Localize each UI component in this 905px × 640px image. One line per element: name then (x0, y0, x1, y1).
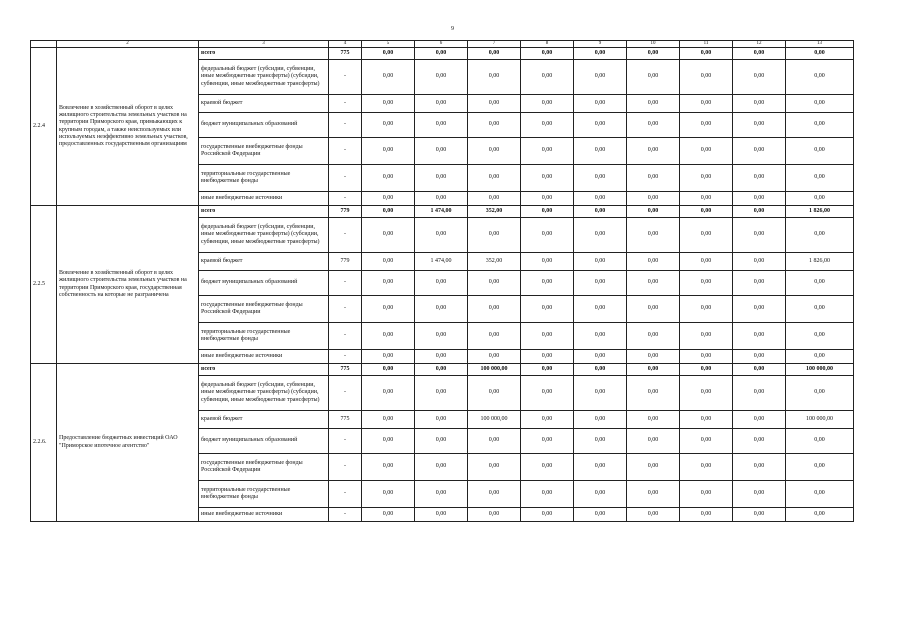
value-cell: 0,00 (362, 48, 415, 60)
value-cell: 100 000,00 (468, 364, 521, 376)
value-cell: 0,00 (468, 60, 521, 95)
funding-source: всего (199, 48, 329, 60)
value-cell: 0,00 (521, 218, 574, 253)
funding-source: краевой бюджет (199, 411, 329, 429)
value-cell: 0,00 (574, 350, 627, 364)
funding-source: бюджет муниципальных образований (199, 271, 329, 296)
value-cell: 0,00 (786, 508, 854, 522)
value-cell: 0,00 (627, 138, 680, 165)
value-cell: 0,00 (733, 296, 786, 323)
value-cell: 0,00 (680, 481, 733, 508)
value-cell: 0,00 (627, 271, 680, 296)
value-cell: 0,00 (521, 165, 574, 192)
item-name: Вовлечение в хозяйственный оборот в целях жилищного строительства земельных участков на территории Приморского края, примыкающих к крупным городам, а также неиспользуемых или используемых неэффективно земельных участков, предоставленных государственным организациям (57, 48, 199, 206)
header-cell: 5 (362, 41, 415, 48)
value-cell: 0,00 (468, 138, 521, 165)
value-cell: 0,00 (415, 95, 468, 113)
value-cell: 0,00 (362, 508, 415, 522)
value-cell: 0,00 (521, 508, 574, 522)
funding-source: иные внебюджетные источники (199, 350, 329, 364)
value-cell: 0,00 (574, 48, 627, 60)
header-cell: 2 (57, 41, 199, 48)
value-cell: 0,00 (415, 481, 468, 508)
grbs-code: 775 (329, 48, 362, 60)
value-cell: 0,00 (627, 60, 680, 95)
value-cell: 0,00 (786, 429, 854, 454)
funding-source: территориальные государственные внебюджетные фонды (199, 165, 329, 192)
value-cell: 0,00 (468, 429, 521, 454)
value-cell: 0,00 (733, 364, 786, 376)
value-cell: 0,00 (362, 481, 415, 508)
value-cell: 0,00 (415, 138, 468, 165)
value-cell: 0,00 (786, 113, 854, 138)
value-cell: 0,00 (627, 376, 680, 411)
funding-source: бюджет муниципальных образований (199, 429, 329, 454)
value-cell: 0,00 (627, 429, 680, 454)
value-cell: 0,00 (786, 296, 854, 323)
funding-source: всего (199, 364, 329, 376)
value-cell: 0,00 (574, 192, 627, 206)
value-cell: 0,00 (680, 206, 733, 218)
funding-source: всего (199, 206, 329, 218)
header-cell: 11 (680, 41, 733, 48)
value-cell: 0,00 (574, 218, 627, 253)
value-cell: 0,00 (521, 95, 574, 113)
value-cell: 0,00 (362, 206, 415, 218)
value-cell: 0,00 (786, 323, 854, 350)
value-cell: 0,00 (574, 271, 627, 296)
value-cell: 0,00 (574, 376, 627, 411)
grbs-code: - (329, 481, 362, 508)
header-cell: 9 (574, 41, 627, 48)
value-cell: 0,00 (627, 48, 680, 60)
value-cell: 0,00 (362, 429, 415, 454)
funding-source: бюджет муниципальных образований (199, 113, 329, 138)
value-cell: 0,00 (680, 508, 733, 522)
value-cell: 0,00 (415, 192, 468, 206)
value-cell: 0,00 (415, 508, 468, 522)
value-cell: 0,00 (786, 271, 854, 296)
value-cell: 0,00 (627, 253, 680, 271)
value-cell: 0,00 (521, 376, 574, 411)
value-cell: 0,00 (415, 218, 468, 253)
value-cell: 0,00 (521, 271, 574, 296)
value-cell: 0,00 (362, 113, 415, 138)
value-cell: 0,00 (680, 192, 733, 206)
value-cell: 0,00 (415, 454, 468, 481)
grbs-code: 775 (329, 364, 362, 376)
funding-source: федеральный бюджет (субсидии, субвенции, иные межбюджетные трансферты) (субсидии, субвенции, иные межбюджетные трансферты) (199, 376, 329, 411)
value-cell: 0,00 (733, 192, 786, 206)
value-cell: 0,00 (521, 253, 574, 271)
funding-source: иные внебюджетные источники (199, 192, 329, 206)
grbs-code: - (329, 296, 362, 323)
page-number: 9 (451, 26, 454, 32)
value-cell: 0,00 (786, 481, 854, 508)
value-cell: 0,00 (733, 113, 786, 138)
grbs-code: - (329, 218, 362, 253)
header-cell: 12 (733, 41, 786, 48)
value-cell: 0,00 (415, 271, 468, 296)
value-cell: 0,00 (362, 253, 415, 271)
value-cell: 0,00 (627, 508, 680, 522)
value-cell: 0,00 (415, 411, 468, 429)
value-cell: 0,00 (468, 192, 521, 206)
budget-table (30, 40, 854, 522)
value-cell: 0,00 (521, 350, 574, 364)
value-cell: 0,00 (521, 113, 574, 138)
value-cell: 0,00 (680, 411, 733, 429)
value-cell: 0,00 (415, 364, 468, 376)
funding-source: государственные внебюджетные фонды Российской Федерации (199, 454, 329, 481)
value-cell: 0,00 (786, 350, 854, 364)
grbs-code: - (329, 271, 362, 296)
value-cell: 0,00 (362, 411, 415, 429)
value-cell: 0,00 (627, 323, 680, 350)
funding-source: территориальные государственные внебюджетные фонды (199, 323, 329, 350)
value-cell: 0,00 (468, 454, 521, 481)
value-cell: 0,00 (521, 192, 574, 206)
value-cell: 0,00 (786, 60, 854, 95)
value-cell: 0,00 (786, 376, 854, 411)
grbs-code: 779 (329, 206, 362, 218)
grbs-code: - (329, 323, 362, 350)
value-cell: 0,00 (680, 95, 733, 113)
value-cell: 0,00 (468, 271, 521, 296)
value-cell: 100 000,00 (786, 364, 854, 376)
value-cell: 0,00 (574, 429, 627, 454)
value-cell: 0,00 (415, 429, 468, 454)
value-cell: 0,00 (362, 218, 415, 253)
value-cell: 0,00 (521, 481, 574, 508)
value-cell: 0,00 (574, 411, 627, 429)
value-cell: 0,00 (415, 323, 468, 350)
value-cell: 0,00 (627, 218, 680, 253)
value-cell: 0,00 (521, 364, 574, 376)
value-cell: 0,00 (521, 411, 574, 429)
value-cell: 0,00 (415, 48, 468, 60)
value-cell: 0,00 (468, 48, 521, 60)
value-cell: 0,00 (574, 60, 627, 95)
value-cell: 0,00 (574, 454, 627, 481)
value-cell: 0,00 (521, 296, 574, 323)
value-cell: 0,00 (680, 429, 733, 454)
value-cell: 0,00 (415, 60, 468, 95)
value-cell: 0,00 (627, 206, 680, 218)
funding-source: иные внебюджетные источники (199, 508, 329, 522)
value-cell: 0,00 (574, 253, 627, 271)
header-cell: 10 (627, 41, 680, 48)
grbs-code: 775 (329, 411, 362, 429)
value-cell: 0,00 (362, 271, 415, 296)
value-cell: 0,00 (362, 350, 415, 364)
value-cell: 0,00 (680, 376, 733, 411)
value-cell: 0,00 (574, 95, 627, 113)
value-cell: 0,00 (733, 481, 786, 508)
value-cell: 0,00 (521, 138, 574, 165)
value-cell: 0,00 (362, 60, 415, 95)
value-cell: 0,00 (680, 296, 733, 323)
value-cell: 0,00 (733, 48, 786, 60)
value-cell: 1 826,00 (786, 206, 854, 218)
header-cell: 7 (468, 41, 521, 48)
value-cell: 1 826,00 (786, 253, 854, 271)
grbs-code: - (329, 95, 362, 113)
grbs-code: 779 (329, 253, 362, 271)
value-cell: 0,00 (415, 113, 468, 138)
value-cell: 0,00 (468, 296, 521, 323)
value-cell: 0,00 (362, 95, 415, 113)
value-cell: 0,00 (627, 411, 680, 429)
value-cell: 0,00 (574, 323, 627, 350)
value-cell: 0,00 (680, 454, 733, 481)
header-cell: 4 (329, 41, 362, 48)
value-cell: 0,00 (627, 113, 680, 138)
value-cell: 0,00 (468, 218, 521, 253)
table-body (31, 41, 854, 522)
value-cell: 0,00 (733, 323, 786, 350)
value-cell: 0,00 (733, 218, 786, 253)
value-cell: 0,00 (574, 481, 627, 508)
header-cell: 6 (415, 41, 468, 48)
value-cell: 0,00 (733, 253, 786, 271)
value-cell: 0,00 (468, 323, 521, 350)
value-cell: 352,00 (468, 253, 521, 271)
table-row (31, 206, 854, 218)
table-row (31, 48, 854, 60)
value-cell: 0,00 (786, 454, 854, 481)
header-cell-1 (31, 41, 57, 48)
value-cell: 0,00 (468, 508, 521, 522)
value-cell: 0,00 (733, 454, 786, 481)
value-cell: 0,00 (521, 206, 574, 218)
value-cell: 0,00 (627, 350, 680, 364)
value-cell: 0,00 (574, 113, 627, 138)
value-cell: 0,00 (627, 95, 680, 113)
value-cell: 0,00 (362, 376, 415, 411)
value-cell: 0,00 (415, 296, 468, 323)
funding-source: территориальные государственные внебюджетные фонды (199, 481, 329, 508)
value-cell: 0,00 (733, 206, 786, 218)
grbs-code: - (329, 350, 362, 364)
value-cell: 0,00 (786, 48, 854, 60)
funding-source: федеральный бюджет (субсидии, субвенции, иные межбюджетные трансферты) (субсидии, субвенции, иные межбюджетные трансферты) (199, 60, 329, 95)
header-cell: 3 (199, 41, 329, 48)
value-cell: 0,00 (362, 165, 415, 192)
value-cell: 0,00 (786, 95, 854, 113)
value-cell: 0,00 (521, 323, 574, 350)
value-cell: 0,00 (415, 165, 468, 192)
value-cell: 1 474,00 (415, 253, 468, 271)
grbs-code: - (329, 113, 362, 138)
value-cell: 0,00 (786, 192, 854, 206)
grbs-code: - (329, 508, 362, 522)
value-cell: 0,00 (733, 508, 786, 522)
value-cell: 0,00 (733, 411, 786, 429)
funding-source: государственные внебюджетные фонды Российской Федерации (199, 296, 329, 323)
value-cell: 0,00 (733, 271, 786, 296)
value-cell: 0,00 (627, 454, 680, 481)
value-cell: 0,00 (468, 165, 521, 192)
value-cell: 0,00 (362, 192, 415, 206)
value-cell: 0,00 (786, 218, 854, 253)
value-cell: 0,00 (733, 95, 786, 113)
grbs-code: - (329, 192, 362, 206)
value-cell: 0,00 (415, 350, 468, 364)
item-code: 2.2.4 (31, 48, 57, 206)
grbs-code: - (329, 429, 362, 454)
item-code: 2.2.5 (31, 206, 57, 364)
value-cell: 0,00 (680, 60, 733, 95)
value-cell: 0,00 (786, 165, 854, 192)
value-cell: 0,00 (680, 113, 733, 138)
value-cell: 0,00 (468, 95, 521, 113)
value-cell: 0,00 (574, 138, 627, 165)
value-cell: 1 474,00 (415, 206, 468, 218)
value-cell: 0,00 (680, 271, 733, 296)
value-cell: 0,00 (680, 253, 733, 271)
value-cell: 0,00 (574, 508, 627, 522)
value-cell: 0,00 (733, 429, 786, 454)
value-cell: 0,00 (362, 364, 415, 376)
value-cell: 0,00 (468, 376, 521, 411)
value-cell: 0,00 (574, 296, 627, 323)
value-cell: 100 000,00 (468, 411, 521, 429)
value-cell: 0,00 (574, 364, 627, 376)
item-name: Вовлечение в хозяйственный оборот в целях жилищного строительства земельных участков на территории Приморского края, государственная собственность на которые не разграничена (57, 206, 199, 364)
value-cell: 0,00 (468, 481, 521, 508)
value-cell: 0,00 (627, 364, 680, 376)
value-cell: 0,00 (627, 296, 680, 323)
value-cell: 0,00 (733, 350, 786, 364)
grbs-code: - (329, 60, 362, 95)
grbs-code: - (329, 376, 362, 411)
item-code: 2.2.6. (31, 364, 57, 522)
value-cell: 0,00 (733, 60, 786, 95)
item-name: Предоставление бюджетных инвестиций ОАО "Приморское ипотечное агентство" (57, 364, 199, 522)
value-cell: 0,00 (521, 454, 574, 481)
value-cell: 0,00 (521, 429, 574, 454)
value-cell: 0,00 (627, 481, 680, 508)
value-cell: 0,00 (733, 376, 786, 411)
table-row (31, 364, 854, 376)
value-cell: 0,00 (362, 454, 415, 481)
value-cell: 0,00 (786, 138, 854, 165)
value-cell: 0,00 (362, 296, 415, 323)
value-cell: 0,00 (733, 165, 786, 192)
grbs-code: - (329, 165, 362, 192)
value-cell: 0,00 (680, 350, 733, 364)
value-cell: 0,00 (680, 165, 733, 192)
value-cell: 0,00 (362, 138, 415, 165)
value-cell: 0,00 (574, 206, 627, 218)
value-cell: 0,00 (733, 138, 786, 165)
grbs-code: - (329, 138, 362, 165)
header-row (31, 41, 854, 48)
value-cell: 0,00 (627, 165, 680, 192)
funding-source: государственные внебюджетные фонды Российской Федерации (199, 138, 329, 165)
grbs-code: - (329, 454, 362, 481)
value-cell: 0,00 (415, 376, 468, 411)
value-cell: 100 000,00 (786, 411, 854, 429)
value-cell: 0,00 (680, 218, 733, 253)
value-cell: 0,00 (627, 192, 680, 206)
header-cell: 13 (786, 41, 854, 48)
value-cell: 0,00 (468, 350, 521, 364)
value-cell: 0,00 (574, 165, 627, 192)
value-cell: 0,00 (521, 48, 574, 60)
funding-source: федеральный бюджет (субсидии, субвенции, иные межбюджетные трансферты) (субсидии, субвенции, иные межбюджетные трансферты) (199, 218, 329, 253)
funding-source: краевой бюджет (199, 95, 329, 113)
value-cell: 0,00 (362, 323, 415, 350)
value-cell: 0,00 (680, 323, 733, 350)
value-cell: 0,00 (680, 138, 733, 165)
value-cell: 0,00 (680, 364, 733, 376)
value-cell: 0,00 (680, 48, 733, 60)
funding-source: краевой бюджет (199, 253, 329, 271)
header-cell: 8 (521, 41, 574, 48)
value-cell: 0,00 (468, 113, 521, 138)
value-cell: 0,00 (521, 60, 574, 95)
value-cell: 352,00 (468, 206, 521, 218)
